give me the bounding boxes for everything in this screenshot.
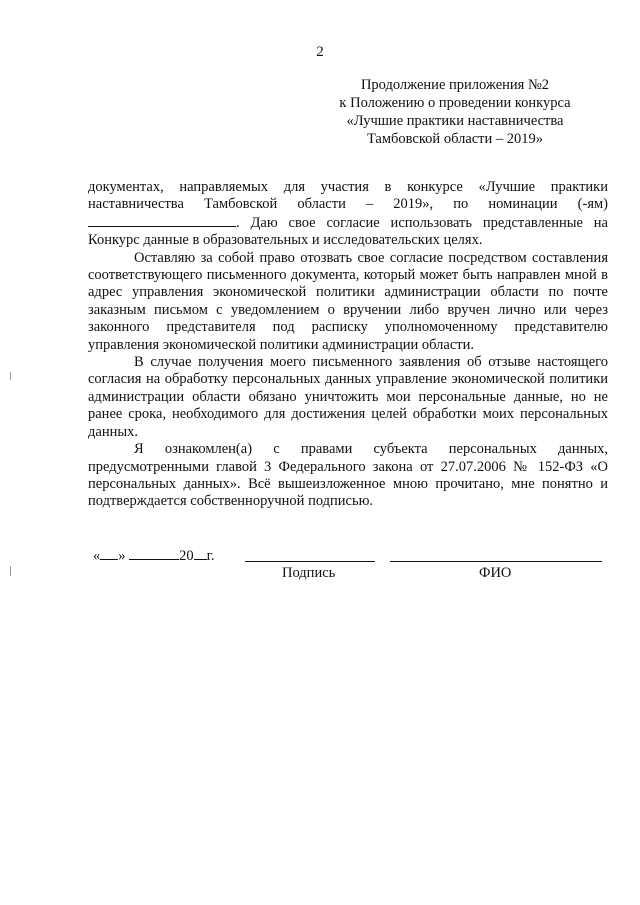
month-blank xyxy=(129,546,179,560)
year-prefix: 20 xyxy=(179,548,194,564)
year-suffix: г. xyxy=(206,548,215,564)
paragraph-withdraw-effect: В случае получения моего письменного заявления об отзыве настоящего согласия на обработку персональных данных управление экономической политики администрации области обязано уничтожить мои персональные данные, но не ранее срока, необходимого для достижения целей обработки моих персональных данных. xyxy=(88,354,608,440)
scan-margin-mark xyxy=(10,566,11,576)
paragraph-withdraw-right: Оставляю за собой право отозвать свое согласие посредством составления соответствующего письменного документа, который может быть направлен мной в адрес управления экономической политики администрации области по почте заказным письмом с уведомлением о вручении либо вручен лично или через законного представителя под расписку уполномоченному представителю управления экономической политики администрации области. xyxy=(88,249,608,353)
paragraph-documents xyxy=(88,179,608,250)
paragraph-acknowledgement: Я ознакомлен(а) с правами субъекта персональных данных, предусмотренными главой 3 Федерального закона от 27.07.2006 № 152-ФЗ «О персональных данных». Всё вышеизложенное мною прочитано, мне понятно и подтверждается собственноручной подписью. xyxy=(88,441,608,510)
paragraph-text: документах, направляемых для участия в конкурсе «Лучшие практики наставничества Тамбовской области – 2019», по номинации (-ям) xyxy=(88,179,608,213)
paragraph-text: . Даю свое согласие использовать представленные на Конкурс данные в образовательных и исследовательских целях. xyxy=(88,214,608,249)
quote-open: « xyxy=(93,548,101,564)
day-blank xyxy=(100,546,118,560)
scan-margin-mark xyxy=(10,372,11,380)
signature-label: Подпись xyxy=(282,565,336,581)
fio-label: ФИО xyxy=(479,565,512,581)
appendix-header-line: Тамбовской области – 2019» xyxy=(366,131,544,147)
year-blank xyxy=(194,546,207,560)
date-field xyxy=(93,546,215,565)
quote-close: » xyxy=(118,548,126,564)
consent-body xyxy=(88,179,608,511)
nomination-blank xyxy=(88,214,236,227)
appendix-header-line: Продолжение приложения №2 xyxy=(360,77,550,93)
appendix-header xyxy=(310,76,600,148)
fio-line xyxy=(390,561,602,562)
appendix-header-line: к Положению о проведении конкурса xyxy=(339,95,571,111)
signature-row xyxy=(88,546,608,566)
signature-line xyxy=(245,561,375,562)
page-number: 2 xyxy=(316,44,324,60)
appendix-header-line: «Лучшие практики наставничества xyxy=(346,113,564,129)
